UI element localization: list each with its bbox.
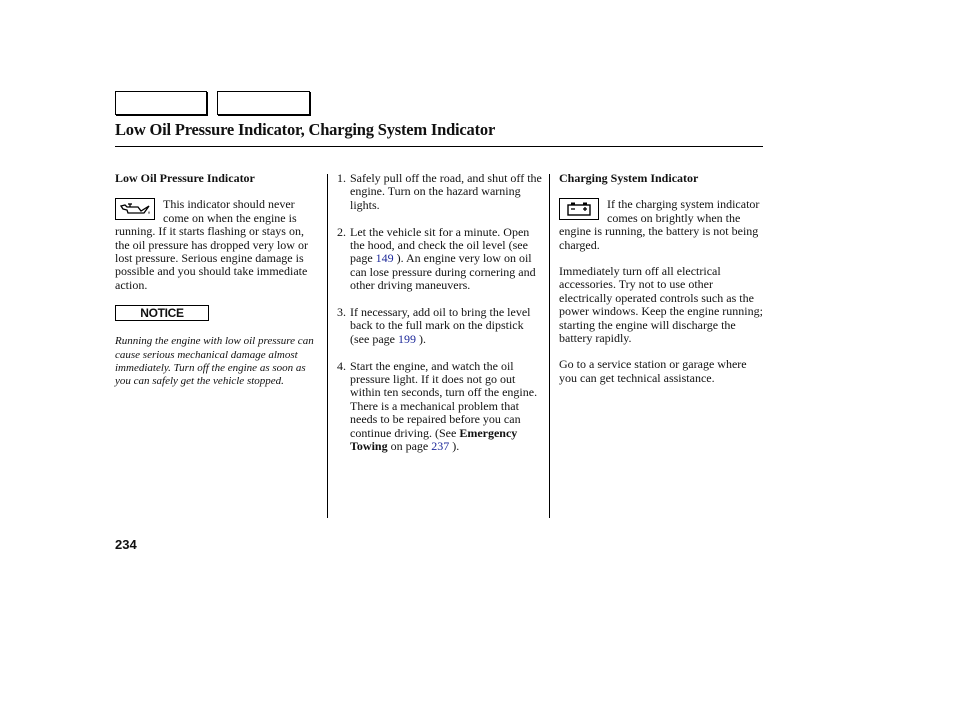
oil-can-icon	[115, 198, 155, 220]
page-title: Low Oil Pressure Indicator, Charging System Indicator	[115, 120, 496, 139]
step-item	[337, 226, 543, 293]
notice-label: NOTICE	[115, 305, 209, 321]
emergency-towing-ref: Emergency Towing	[350, 425, 518, 454]
step-text: Safely pull off the road, and shut off the engine. Turn on the hazard warning lights.	[350, 171, 542, 212]
middle-column	[337, 172, 543, 467]
step-item	[337, 306, 543, 346]
page-link-149[interactable]: 149	[375, 251, 394, 266]
step-text: ).	[452, 439, 460, 454]
section-heading-charging: Charging System Indicator	[559, 171, 699, 185]
step-text: ).	[418, 331, 426, 346]
step-number: 1.	[337, 171, 346, 185]
charging-text-rest: when the engine is running, the battery is not being charged.	[559, 210, 759, 252]
low-oil-description	[115, 198, 321, 292]
column-divider-left	[327, 174, 328, 518]
step-text: If necessary, add oil to bring the level back to the full mark on the dipstick (see page	[350, 305, 531, 346]
step-text: Start the engine, and watch the oil pressure light. If it does not go out within ten seconds, turn off the engine. There is a mechanical problem that needs to be repaired before you can continue driving. (See	[350, 358, 538, 440]
notice-text: Running the engine with low oil pressure can cause serious mechanical damage almost immediately. Turn off the engine as soon as you can safely get the vehicle stopped.	[115, 335, 314, 388]
step-number: 3.	[337, 305, 346, 320]
section-heading-low-oil: Low Oil Pressure Indicator	[115, 171, 255, 185]
page-number: 234	[115, 537, 137, 552]
page-link-237[interactable]: 237	[431, 439, 450, 454]
step-number: 2.	[337, 224, 346, 239]
left-column	[115, 172, 321, 389]
nav-tab-index[interactable]	[217, 91, 310, 115]
step-text: on page	[390, 439, 429, 454]
step-text: Let the vehicle sit for a minute. Open the hood, and check the oil level (see page	[350, 224, 530, 266]
column-divider-right	[549, 174, 550, 518]
step-text: ). An engine very low on oil can lose pressure during cornering and other driving maneuvers.	[350, 251, 536, 293]
nav-tab-contents[interactable]	[115, 91, 207, 115]
charging-paragraph-2: Immediately turn off all electrical accessories. Try not to use other electrically operated controls such as the power windows. Keep the engine running; starting the engine will discharge the battery rapidly.	[559, 264, 763, 346]
step-item	[337, 360, 543, 454]
battery-icon	[559, 198, 599, 220]
right-column	[559, 172, 765, 385]
low-oil-text-rest: running. If it starts flashing or stays on, the oil pressure has dropped very low or lost pressure. Serious engine damage is possible and you should take immediate action.	[115, 224, 308, 292]
charging-text-first: If the charging system indicator comes on brightly	[607, 197, 760, 225]
step-item	[337, 172, 543, 212]
low-oil-text-first: This indicator should never come on when the engine is	[163, 197, 297, 225]
charging-paragraph-3: Go to a service station or garage where you can get technical assistance.	[559, 357, 747, 385]
procedure-steps	[337, 172, 543, 453]
title-rule	[115, 146, 763, 147]
charging-description	[559, 198, 765, 252]
page-link-199[interactable]: 199	[397, 331, 416, 346]
step-number: 4.	[337, 358, 346, 373]
